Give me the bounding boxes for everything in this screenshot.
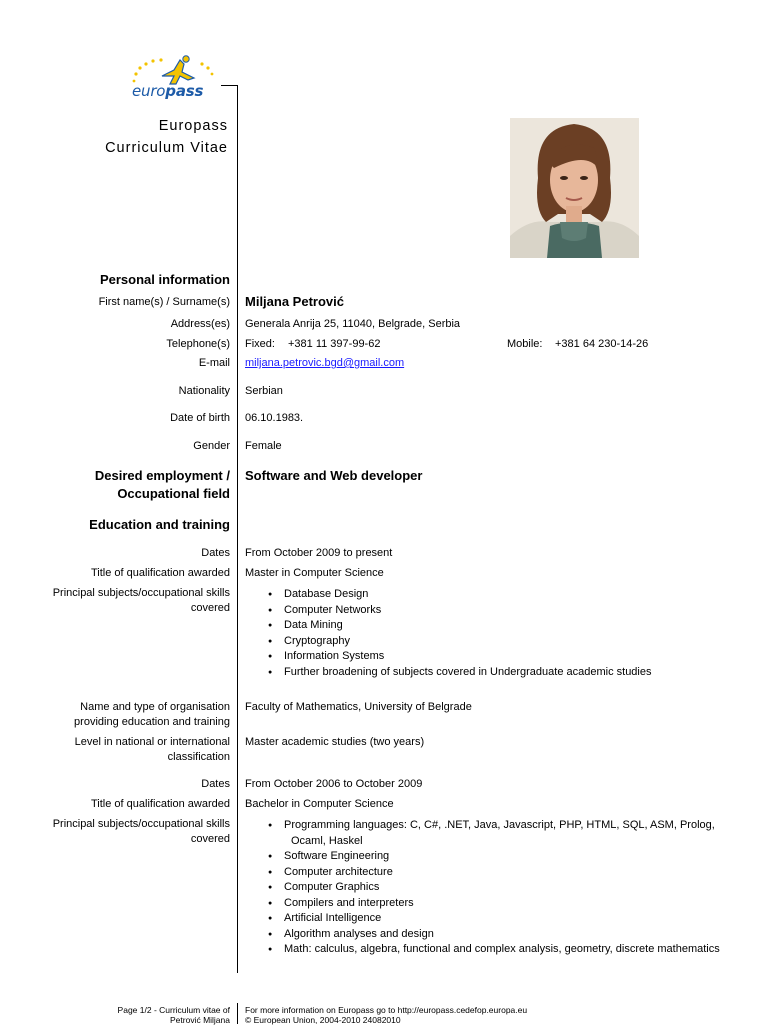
list-item: ● Cryptography bbox=[268, 634, 724, 650]
subjects-label-line2: covered bbox=[190, 602, 230, 614]
list-item: ● Artificial Intelligence bbox=[268, 911, 724, 927]
organisation-value: Faculty of Mathematics, University of Belgrade bbox=[245, 701, 472, 713]
mobile-phone: +381 64 230-14-26 bbox=[555, 338, 649, 350]
list-item: ● Algorithm analyses and design bbox=[268, 927, 724, 943]
title-curriculum-vitae: Curriculum Vitae bbox=[105, 140, 228, 156]
fixed-phone: +381 11 397-99-62 bbox=[288, 338, 381, 350]
organisation-label-line1: Name and type of organisation bbox=[80, 701, 230, 713]
dates-value: From October 2009 to present bbox=[245, 547, 393, 559]
footer-page-info: Page 1/2 - Curriculum vitae of bbox=[117, 1005, 230, 1015]
column-divider bbox=[237, 85, 238, 973]
fixed-label: Fixed: bbox=[245, 338, 275, 350]
address-value: Generala Anrija 25, 11040, Belgrade, Serbia bbox=[245, 318, 461, 330]
dates-value: From October 2006 to October 2009 bbox=[245, 778, 423, 790]
organisation-label-line2: providing education and training bbox=[74, 716, 230, 728]
qualification-label: Title of qualification awarded bbox=[90, 798, 230, 810]
nationality-value: Serbian bbox=[245, 385, 283, 397]
list-item: ● Further broadening of subjects covered in Undergraduate academic studies bbox=[268, 665, 724, 681]
gender-label: Gender bbox=[193, 440, 230, 452]
mobile-label: Mobile: bbox=[507, 338, 543, 350]
europass-logo bbox=[128, 54, 224, 104]
footer-copyright: © European Union, 2004-2010 24082010 bbox=[245, 1015, 401, 1025]
qualification-value: Bachelor in Computer Science bbox=[245, 798, 394, 810]
nationality-label: Nationality bbox=[178, 385, 230, 397]
education-heading: Education and training bbox=[89, 517, 230, 532]
full-name: Miljana Petrović bbox=[245, 294, 344, 309]
email-label: E-mail bbox=[198, 357, 230, 369]
personal-information-heading: Personal information bbox=[99, 272, 230, 287]
list-item: ● Computer architecture bbox=[268, 865, 724, 881]
level-value: Master academic studies (two years) bbox=[245, 736, 425, 748]
subjects-label-line1: Principal subjects/occupational skills bbox=[52, 587, 230, 599]
list-item-text: Programming languages: C, C#, .NET, Java, Javascript, PHP, HTML, SQL, ASM, Prolog, bbox=[284, 819, 715, 831]
subjects-list bbox=[268, 818, 724, 958]
logo-wordmark: europass bbox=[132, 82, 204, 100]
title-europass: Europass bbox=[158, 118, 228, 134]
list-item: ● Compilers and interpreters bbox=[268, 896, 724, 912]
dob-label: Date of birth bbox=[170, 412, 230, 424]
list-item: ● Database Design bbox=[268, 587, 724, 603]
desired-employment-heading-line2: Occupational field bbox=[117, 486, 230, 501]
subjects-label-line2: covered bbox=[190, 833, 230, 845]
desired-employment-heading-line1: Desired employment / bbox=[94, 468, 230, 483]
dob-value: 06.10.1983. bbox=[245, 412, 304, 424]
list-item: ● Software Engineering bbox=[268, 849, 724, 865]
footer-owner: Petrović Miljana bbox=[170, 1015, 230, 1025]
profile-photo bbox=[510, 118, 639, 258]
list-item: ● Information Systems bbox=[268, 649, 724, 665]
level-label-line2: classification bbox=[167, 751, 230, 763]
footer-divider bbox=[237, 1003, 238, 1024]
dates-label: Dates bbox=[201, 547, 230, 559]
list-item: ● Computer Graphics bbox=[268, 880, 724, 896]
name-label: First name(s) / Surname(s) bbox=[98, 296, 230, 308]
subjects-list bbox=[268, 587, 724, 680]
portrait-image bbox=[510, 118, 639, 258]
list-item: ● Math: calculus, algebra, functional and complex analysis, geometry, discrete mathematics bbox=[268, 942, 724, 958]
list-item-continuation: Ocaml, Haskel bbox=[291, 834, 363, 847]
qualification-label: Title of qualification awarded bbox=[90, 567, 230, 579]
telephone-label: Telephone(s) bbox=[166, 338, 230, 350]
subjects-label-line1: Principal subjects/occupational skills bbox=[52, 818, 230, 830]
email-link[interactable]: miljana.petrovic.bgd@gmail.com bbox=[245, 357, 405, 369]
footer-more-info: For more information on Europass go to http://europass.cedefop.europa.eu bbox=[245, 1005, 528, 1015]
desired-employment-value: Software and Web developer bbox=[245, 468, 423, 483]
list-item: ● Computer Networks bbox=[268, 603, 724, 619]
dates-label: Dates bbox=[201, 778, 230, 790]
qualification-value: Master in Computer Science bbox=[245, 567, 384, 579]
list-item: ● Data Mining bbox=[268, 618, 724, 634]
list-item bbox=[268, 818, 724, 849]
address-label: Address(es) bbox=[170, 318, 230, 330]
gender-value: Female bbox=[245, 440, 282, 452]
level-label-line1: Level in national or international bbox=[74, 736, 230, 748]
